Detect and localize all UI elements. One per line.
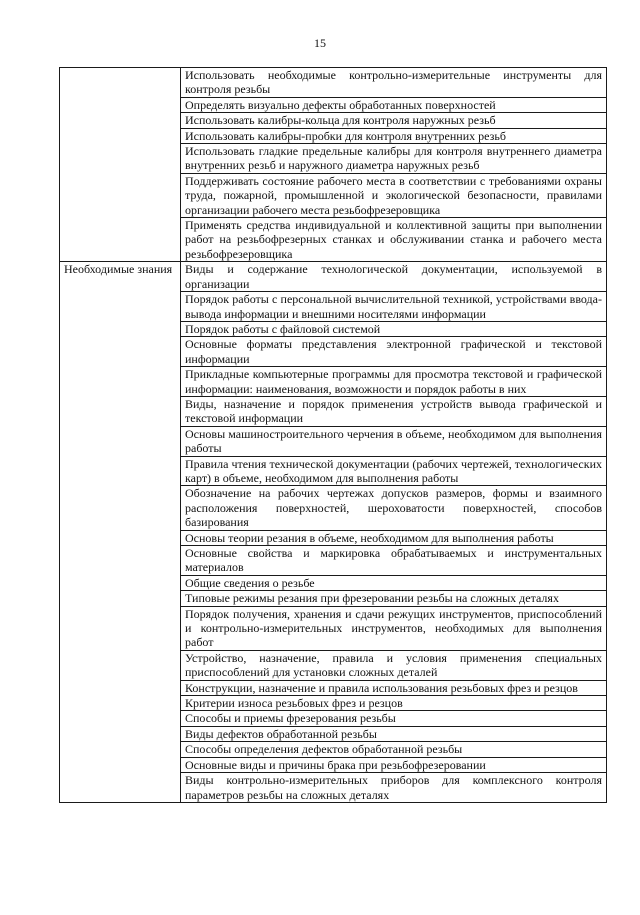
knowledge-item: Виды, назначение и порядок применения устройств вывода графической и текстовой информации — [181, 396, 607, 426]
skill-item: Использовать калибры-пробки для контроля внутренних резьб — [181, 128, 607, 143]
knowledge-item: Виды дефектов обработанной резьбы — [181, 726, 607, 741]
requirements-table — [59, 67, 607, 803]
knowledge-item: Виды и содержание технологической документации, используемой в организации — [181, 262, 607, 292]
knowledge-item: Способы и приемы фрезерования резьбы — [181, 711, 607, 726]
knowledge-item: Основные свойства и маркировка обрабатываемых и инструментальных материалов — [181, 546, 607, 576]
knowledge-item: Обозначение на рабочих чертежах допусков размеров, формы и взаимного расположения поверхностей, шероховатости поверхностей, способов базирования — [181, 486, 607, 530]
knowledge-item: Основы машиностроительного черчения в объеме, необходимом для выполнения работы — [181, 426, 607, 456]
knowledge-item: Основные форматы представления электронной графической и текстовой информации — [181, 337, 607, 367]
knowledge-item: Порядок работы с файловой системой — [181, 321, 607, 336]
page-number: 15 — [314, 36, 326, 50]
knowledge-row — [60, 262, 607, 292]
knowledge-item: Типовые режимы резания при фрезеровании резьбы на сложных деталях — [181, 591, 607, 606]
skill-item: Использовать гладкие предельные калибры для контроля внутреннего диаметра внутренних резьб и наружного диаметра наружных резьб — [181, 144, 607, 174]
knowledge-item: Способы определения дефектов обработанной резьбы — [181, 742, 607, 757]
skill-item: Использовать необходимые контрольно-измерительные инструменты для контроля резьбы — [181, 68, 607, 98]
skill-item: Поддерживать состояние рабочего места в соответствии с требованиями охраны труда, пожарной, промышленной и экологической безопасности, правилами организации рабочего места резьбофрезеровщика — [181, 173, 607, 217]
knowledge-item: Критерии износа резьбовых фрез и резцов — [181, 696, 607, 711]
knowledge-item: Устройство, назначение, правила и условия применения специальных приспособлений для установки сложных деталей — [181, 650, 607, 680]
knowledge-item: Основные виды и причины брака при резьбофрезеровании — [181, 757, 607, 772]
skill-item: Определять визуально дефекты обработанных поверхностей — [181, 97, 607, 112]
knowledge-item: Основы теории резания в объеме, необходимом для выполнения работы — [181, 530, 607, 545]
skills-label-cell — [60, 68, 181, 262]
skill-item: Применять средства индивидуальной и коллективной защиты при выполнении работ на резьбофрезерных станках и обслуживании станка и рабочего места резьбофрезеровщика — [181, 218, 607, 262]
skill-item: Использовать калибры-кольца для контроля наружных резьб — [181, 113, 607, 128]
knowledge-item: Прикладные компьютерные программы для просмотра текстовой и графической информации: наименования, возможности и порядок работы в них — [181, 367, 607, 397]
knowledge-label: Необходимые знания — [60, 262, 181, 803]
knowledge-item: Правила чтения технической документации (рабочих чертежей, технологических карт) в объеме, необходимом для выполнения работы — [181, 456, 607, 486]
knowledge-item: Порядок работы с персональной вычислительной техникой, устройствами ввода-вывода информации и внешними носителями информации — [181, 292, 607, 322]
knowledge-item: Виды контрольно-измерительных приборов для комплексного контроля параметров резьбы на сложных деталях — [181, 773, 607, 803]
requirements-table-body — [60, 68, 607, 803]
knowledge-item: Порядок получения, хранения и сдачи режущих инструментов, приспособлений и контрольно-измерительных инструментов, необходимых для выполнения работ — [181, 606, 607, 650]
skill-row — [60, 68, 607, 98]
knowledge-item: Конструкции, назначение и правила использования резьбовых фрез и резцов — [181, 680, 607, 695]
knowledge-item: Общие сведения о резьбе — [181, 575, 607, 590]
